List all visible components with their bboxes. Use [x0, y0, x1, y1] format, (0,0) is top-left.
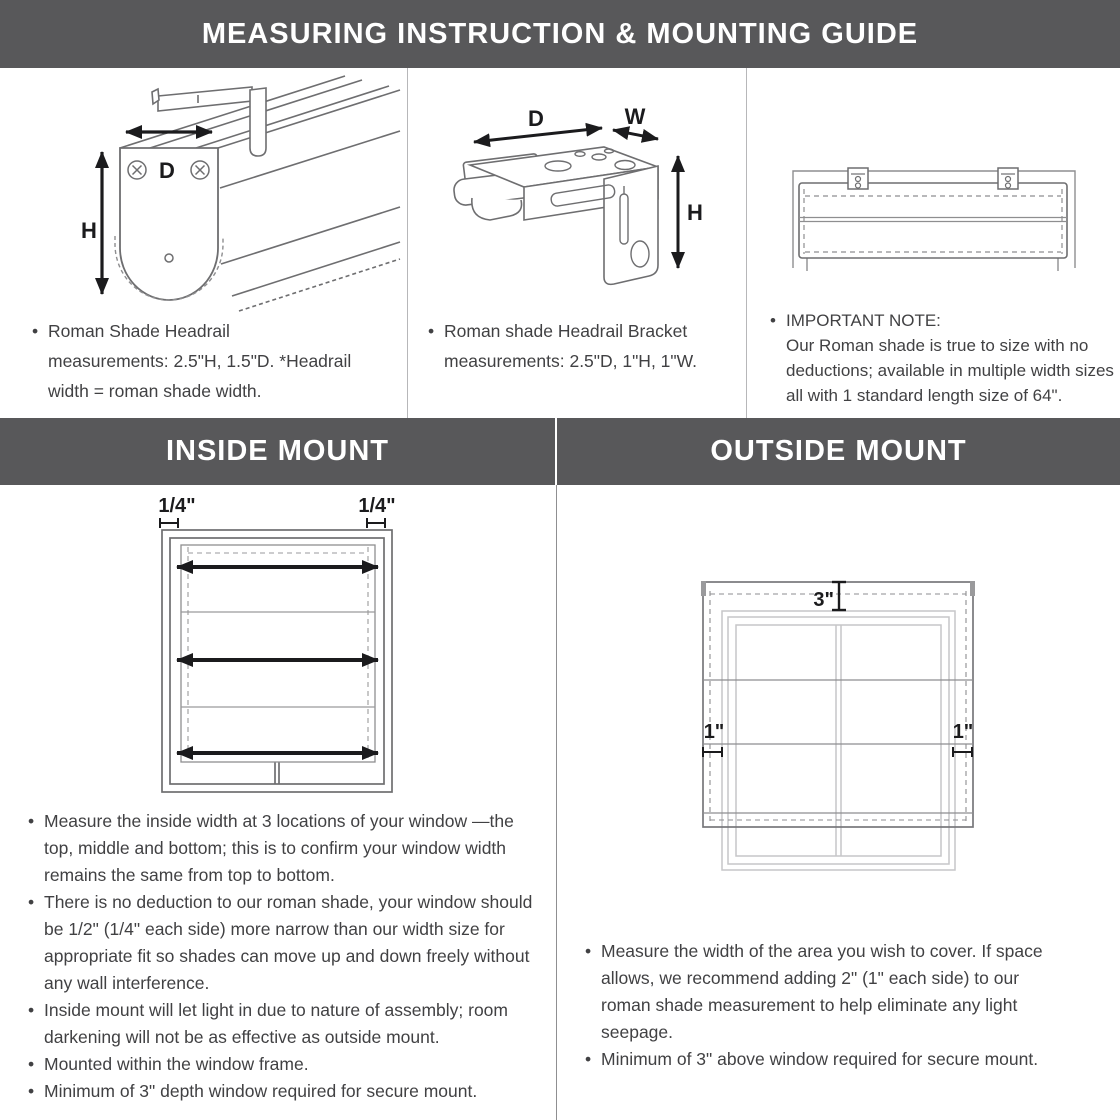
outside-mount-bullets: [585, 938, 1067, 1073]
list-item: [28, 1051, 546, 1078]
bullet-icon: •: [28, 1000, 35, 1020]
bullet-icon: •: [585, 941, 592, 961]
inside-mount-title: INSIDE MOUNT: [165, 435, 390, 467]
depth-label: D: [159, 158, 175, 183]
list-item: [585, 1046, 1067, 1073]
quarter-inch-ticks: [160, 518, 385, 528]
list-item: [585, 938, 1067, 1046]
width-measure-arrows: [177, 567, 378, 753]
inside-mount-panel: [0, 485, 557, 1120]
above-gap-label: 3": [813, 589, 834, 611]
headrail-note: [32, 316, 354, 406]
shade-front: [799, 183, 1067, 258]
headrail-bracket-top: [152, 87, 266, 156]
height-label: H: [81, 218, 97, 243]
outside-mount-banner: [557, 418, 1120, 485]
bracket-column: [408, 68, 747, 418]
inside-mount-bullets: [28, 808, 546, 1105]
inside-bullet-4: Mounted within the window frame.: [44, 1054, 309, 1074]
one-inch-ticks: [703, 747, 972, 757]
bracket-note-text: Roman shade Headrail Bracket measurements: 2.5"D, 1"H, 1"W.: [444, 321, 698, 371]
bullet-icon: •: [770, 311, 776, 330]
inside-bullet-5: Minimum of 3" depth window required for secure mount.: [44, 1081, 478, 1101]
bracket-body: [453, 147, 658, 284]
page-title: MEASURING INSTRUCTION & MOUNTING GUIDE: [201, 17, 919, 50]
bracket-end-cap: [970, 581, 975, 596]
shade-overlay: [701, 581, 975, 827]
bullet-icon: •: [32, 321, 39, 341]
bracket-end-cap: [701, 581, 706, 596]
mount-section: [0, 485, 1120, 1120]
inside-mount-banner: [0, 418, 557, 485]
inside-mount-diagram: [130, 490, 430, 805]
bullet-icon: •: [28, 892, 35, 912]
important-note-title: IMPORTANT NOTE:: [786, 311, 941, 330]
bullet-icon: •: [28, 1081, 35, 1101]
important-note: [770, 308, 1114, 408]
important-note-body: Our Roman shade is true to size with no deductions; available in multiple width sizes all with 1 standard length size of 64".: [786, 336, 1114, 405]
page-title-banner: [0, 0, 1120, 68]
window-behind: [722, 611, 955, 870]
list-item: [28, 808, 546, 889]
width-label: W: [624, 104, 646, 129]
mount-banners: [0, 418, 1120, 485]
outside-mount-panel: [557, 485, 1120, 1120]
bullet-icon: •: [585, 1049, 592, 1069]
list-item: [28, 889, 546, 997]
three-inch-measure: [832, 582, 846, 610]
quarter-gap-label-left: 1/4": [158, 495, 196, 517]
outside-bullet-2: Minimum of 3" above window required for secure mount.: [601, 1049, 1039, 1069]
list-item: [28, 1078, 546, 1105]
depth-label: D: [528, 106, 544, 131]
bullet-icon: •: [428, 321, 435, 341]
note-column: [747, 68, 1120, 418]
bullet-icon: •: [28, 1054, 35, 1074]
inside-bullet-1: Measure the inside width at 3 locations of your window —the top, middle and bottom; this is to confirm your window width remains the same from top to bottom.: [44, 811, 514, 885]
headrail-column: [0, 68, 408, 418]
headrail-note-text: Roman Shade Headrail measurements: 2.5"H, 1.5"D. *Headrail width = roman shade width.: [48, 321, 352, 401]
outside-bullet-1: Measure the width of the area you wish to cover. If space allows, we recommend adding 2" (1" each side) to our roman shade measurement to help eliminate any light seepage.: [601, 941, 1043, 1042]
bracket-note: [428, 316, 704, 376]
height-label: H: [687, 200, 703, 225]
outside-mount-title: OUTSIDE MOUNT: [710, 435, 967, 467]
side-gap-label-right: 1": [952, 721, 974, 743]
side-gap-label-left: 1": [703, 721, 725, 743]
inside-bullet-2: There is no deduction to our roman shade, your window should be 1/2" (1/4" each side) more narrow than our width size for appropriate fit so shades can move up and down freely without any wall interference.: [44, 892, 533, 993]
top-section: [0, 68, 1120, 418]
bullet-icon: •: [28, 811, 35, 831]
list-item: [28, 997, 546, 1051]
quarter-gap-label-right: 1/4": [358, 495, 396, 517]
shade-in-frame: [181, 545, 375, 762]
outside-mount-diagram: [700, 575, 980, 905]
inside-bullet-3: Inside mount will let light in due to nature of assembly; room darkening will not be as effective as outside mount.: [44, 1000, 508, 1047]
